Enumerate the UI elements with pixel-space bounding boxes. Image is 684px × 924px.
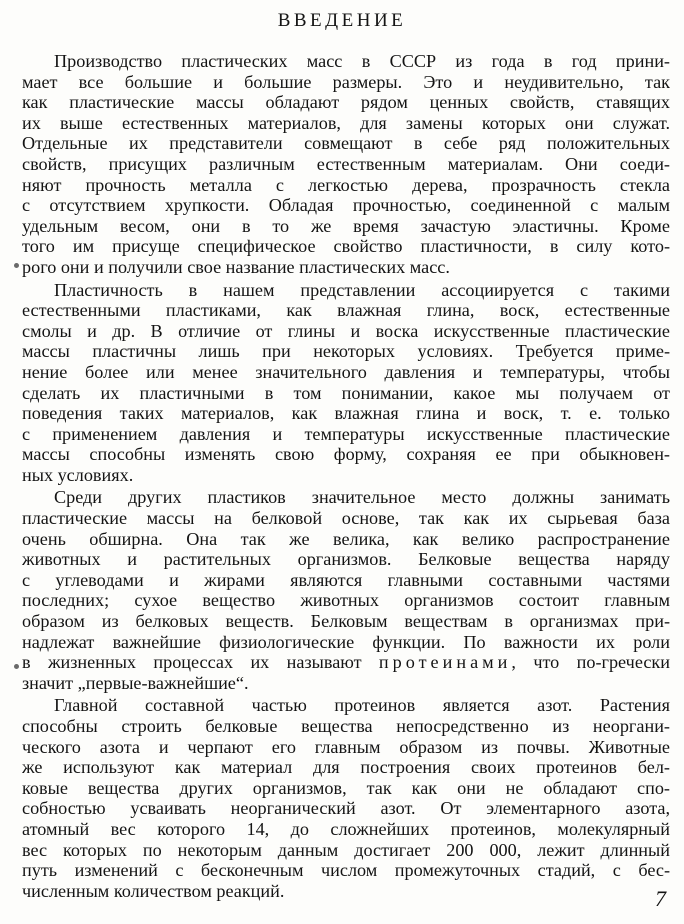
paragraph-3	[22, 487, 670, 693]
text-line: свойств, присущих различным естественным материалам. Они соеди-	[22, 153, 670, 174]
text-line: няют прочность металла с легкостью дерева, прозрачность стекла	[22, 174, 670, 195]
text-line: численным количеством реакций.	[22, 880, 285, 901]
text-line: значит „первые-важнейшие“.	[22, 672, 249, 693]
text-line: Пластичность в нашем представлении ассоциируется с такими	[54, 279, 670, 300]
page-number: 7	[655, 886, 666, 911]
text-line: естественными пластиками, как влажная глина, воск, естественные	[22, 300, 670, 321]
text-line: Среди других пластиков значительное место должны занимать	[54, 487, 670, 508]
text-line: ковые вещества других организмов, так как они не обладают спо-	[22, 777, 670, 798]
text-line: пластические массы на белковой основе, так как их сырьевая база	[22, 508, 670, 529]
text-fragment: в жизненных процессах их называют	[22, 652, 362, 673]
text-line: Производство пластических масс в СССР из года в год прини-	[54, 51, 670, 71]
text-line: последних; сухое вещество животных организмов состоит главным	[22, 590, 670, 611]
text-line: образом из белковых веществ. Белковым веществам в организмах при-	[22, 611, 670, 632]
text-line: способны строить белковые вещества непосредственно из неоргани-	[22, 716, 670, 736]
text-line: ческого азота и черпают его главным образом из почвы. Животные	[22, 736, 670, 757]
text-line: надлежат важнейшие физиологические функции. По важности их роли	[22, 631, 670, 652]
text-line: животных и растительных организмов. Белковые вещества наряду	[22, 549, 670, 570]
paragraph-4	[22, 695, 670, 901]
text-line: сделать их пластичными в том понимании, какое мы получаем от	[22, 382, 670, 403]
text-line: же используют как материал для построения своих протеинов бел-	[22, 757, 670, 778]
text-line: массы пластичны лишь при некоторых условиях. Требуется приме-	[22, 341, 670, 362]
paragraph-1	[22, 51, 670, 278]
text-line: собностью усваивать неорганический азот. От элементарного азота,	[22, 798, 670, 819]
text-line: Отдельные их представители совмещают в себе ряд положительных	[22, 133, 670, 154]
text-line: с отсутствием хрупкости. Обладая прочностью, соединенной с малым	[22, 195, 670, 216]
text-line: массы способны изменять свою форму, сохраняя ее при обыкновен-	[22, 444, 670, 465]
page-title: ВВЕДЕНИЕ	[277, 10, 407, 31]
text-line: как пластические массы обладают рядом ценных свойств, ставящих	[22, 92, 670, 113]
text-line: атомный вес которого 14, до сложнейших протеинов, молекулярный	[22, 818, 670, 839]
text-line-with-spaced-term	[22, 652, 670, 673]
text-line: поведения таких материалов, как влажная глина и воск, т. е. только	[22, 403, 670, 424]
body-text	[22, 51, 670, 903]
text-line: нение более или менее значительного давления и температуры, чтобы	[22, 361, 670, 382]
text-line: смолы и др. В отличие от глины и воска искусственные пластические	[22, 320, 670, 341]
text-line: рого они и получили свое название пластических масс.	[22, 256, 450, 277]
text-line: очень обширна. Она так же велика, как велико распространение	[22, 528, 670, 549]
spaced-term: протеинами	[378, 652, 512, 673]
paragraph-2	[22, 280, 670, 486]
text-line: с применением давления и температуры искусственные пластические	[22, 423, 670, 444]
text-line: мает все большие и большие размеры. Это и неудивительно, так	[22, 71, 670, 92]
punch-hole-mark	[14, 664, 19, 669]
text-line: удельным весом, они в то же время зачастую эластичны. Кроме	[22, 215, 670, 236]
text-line: Главной составной частью протеинов является азот. Растения	[54, 695, 670, 716]
text-line: вес которых по некоторым данным достигает 200 000, лежит длинный	[22, 839, 670, 860]
text-line: того им присуще специфическое свойство пластичности, в силу кото-	[22, 236, 670, 257]
text-line: путь изменений с бесконечным числом промежуточных стадий, с бес-	[22, 860, 670, 881]
text-line: с углеводами и жирами являются главными составными частями	[22, 569, 670, 590]
punch-hole-mark	[14, 263, 19, 268]
text-line: их выше естественных материалов, для замены которых они служат.	[22, 112, 670, 133]
text-fragment: , что по-гречески	[511, 652, 670, 673]
text-line: ных условиях.	[22, 464, 134, 485]
